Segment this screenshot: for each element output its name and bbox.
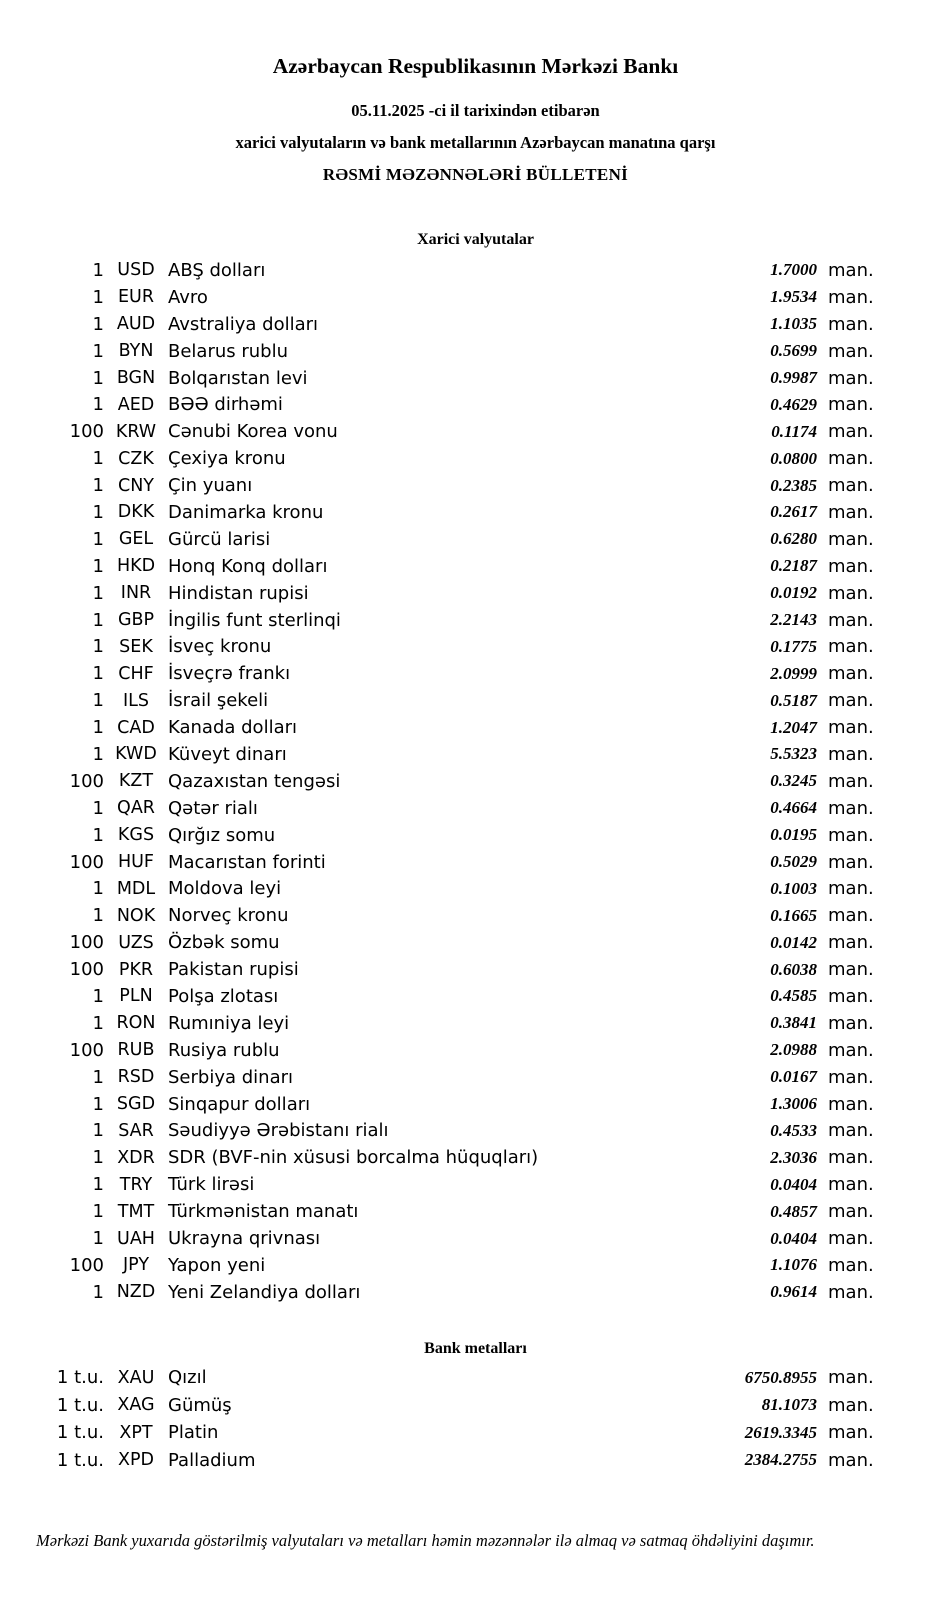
currency-code-cell: GEL (118, 529, 154, 550)
currency-name-cell: Qazaxıstan tengəsi (168, 770, 341, 792)
currency-name-cell: ABŞ dolları (168, 259, 266, 281)
quantity-cell: 1 (92, 313, 104, 335)
quantity-cell: 1 (92, 286, 104, 308)
rate-value-cell: 0.4533 (770, 1120, 817, 1140)
currency-code-cell: CHF (118, 663, 154, 684)
unit-cell: man. (828, 286, 874, 308)
unit-cell: man. (828, 985, 874, 1007)
currency-row (0, 822, 951, 849)
unit-cell: man. (828, 770, 874, 792)
quantity-cell: 1 t.u. (56, 1422, 104, 1444)
quantity-cell: 1 (92, 528, 104, 550)
currency-code-cell: EUR (117, 287, 155, 308)
currency-row (0, 445, 951, 472)
quantity-cell: 1 (92, 1201, 104, 1223)
currency-name-cell: Serbiya dinarı (168, 1066, 293, 1088)
currency-row (0, 311, 951, 338)
rate-value-cell: 0.1003 (770, 878, 817, 898)
unit-cell: man. (828, 1093, 874, 1115)
currency-name-cell: İsveçrə frankı (168, 663, 291, 685)
metal-row (0, 1392, 951, 1420)
unit-cell: man. (828, 690, 874, 712)
currency-name-cell: İngilis funt sterlinqi (168, 609, 341, 631)
subtitle-line: xarici valyutaların və bank metallarının Azərbaycan manatına qarşı (235, 133, 716, 152)
currency-row (0, 660, 951, 687)
quantity-cell: 1 (92, 1228, 104, 1249)
unit-cell: man. (828, 717, 874, 739)
unit-cell: man. (828, 1066, 874, 1088)
unit-cell: man. (828, 1254, 874, 1276)
rate-value-cell: 2619.3345 (744, 1422, 817, 1442)
currency-row (0, 983, 951, 1010)
rate-value-cell: 2.0988 (770, 1040, 817, 1060)
rate-value-cell: 1.2047 (770, 717, 817, 737)
currency-code-cell: TMT (117, 1201, 155, 1222)
currency-code-cell: KGS (117, 825, 155, 846)
currency-row (0, 1171, 951, 1198)
currency-row (0, 526, 951, 553)
currency-name-cell: Yapon yeni (168, 1254, 266, 1276)
rate-value-cell: 0.2617 (770, 502, 817, 522)
quantity-cell: 1 (92, 690, 104, 712)
rate-value-cell: 0.0404 (770, 1174, 817, 1194)
currency-name-cell: Özbək somu (168, 932, 280, 954)
quantity-cell: 1 t.u. (56, 1367, 104, 1389)
currency-name-cell: Honq Konq dolları (168, 555, 328, 577)
currency-row (0, 902, 951, 929)
rate-value-cell: 0.0192 (770, 583, 817, 603)
currency-code-cell: XPD (117, 1450, 155, 1471)
currency-row (0, 1279, 951, 1306)
rate-value-cell: 0.3841 (770, 1013, 817, 1033)
currency-code-cell: RON (116, 1013, 156, 1034)
quantity-cell: 1 (92, 259, 104, 281)
currency-code-cell: SGD (116, 1094, 156, 1115)
unit-cell: man. (828, 1228, 874, 1249)
currency-code-cell: GBP (117, 610, 155, 631)
currency-code-cell: NOK (116, 905, 156, 926)
unit-cell: man. (828, 421, 874, 443)
unit-cell: man. (828, 1449, 874, 1471)
currency-row (0, 714, 951, 741)
quantity-cell: 1 t.u. (56, 1449, 104, 1471)
quantity-cell: 100 (69, 932, 104, 954)
rate-value-cell: 0.3245 (770, 771, 817, 791)
currency-row (0, 472, 951, 499)
currency-name-cell: Platin (168, 1422, 219, 1444)
quantity-cell: 1 (92, 824, 104, 846)
unit-cell: man. (828, 663, 874, 685)
quantity-cell: 100 (69, 421, 104, 443)
currency-name-cell: Səudiyyə Ərəbistanı rialı (168, 1120, 389, 1142)
rate-value-cell: 2384.2755 (744, 1450, 817, 1470)
currency-name-cell: Sinqapur dolları (168, 1093, 311, 1115)
currency-row (0, 1225, 951, 1252)
quantity-cell: 1 t.u. (56, 1394, 104, 1416)
currency-name-cell: Yeni Zelandiya dolları (168, 1281, 361, 1303)
rate-value-cell: 0.4629 (770, 394, 817, 414)
currency-row (0, 365, 951, 392)
unit-cell: man. (828, 340, 874, 362)
rate-value-cell: 1.7000 (770, 260, 817, 280)
bulletin-title: RƏSMİ MƏZƏNNƏLƏRİ BÜLLETENİ (322, 165, 629, 184)
currency-code-cell: XAU (117, 1367, 155, 1388)
unit-cell: man. (828, 528, 874, 550)
rate-value-cell: 1.3006 (770, 1094, 817, 1114)
unit-cell: man. (828, 636, 874, 658)
quantity-cell: 1 (92, 582, 104, 604)
currency-code-cell: CZK (118, 448, 154, 469)
currency-code-cell: TRY (119, 1174, 153, 1195)
quantity-cell: 1 (92, 394, 104, 416)
currency-code-cell: QAR (117, 798, 155, 819)
quantity-cell: 1 (92, 555, 104, 577)
unit-cell: man. (828, 259, 874, 281)
quantity-cell: 1 (92, 663, 104, 685)
currency-code-cell: DKK (117, 502, 155, 523)
rate-value-cell: 0.5187 (770, 690, 817, 710)
metal-row (0, 1419, 951, 1447)
currency-code-cell: CAD (117, 717, 155, 738)
rate-value-cell: 0.5699 (770, 341, 817, 361)
unit-cell: man. (828, 367, 874, 389)
currency-name-cell: Avstraliya dolları (168, 313, 319, 335)
rate-value-cell: 0.0142 (770, 932, 817, 952)
unit-cell: man. (828, 1012, 874, 1034)
currency-name-cell: Gürcü larisi (168, 528, 271, 550)
unit-cell: man. (828, 959, 874, 981)
unit-cell: man. (828, 905, 874, 927)
currency-name-cell: SDR (BVF-nin xüsusi borcalma hüquqları) (168, 1147, 539, 1169)
currency-row (0, 257, 951, 284)
currency-code-cell: BGN (116, 368, 156, 388)
currency-code-cell: KRW (115, 421, 157, 442)
currency-code-cell: PKR (118, 959, 154, 980)
unit-cell: man. (828, 1120, 874, 1142)
currency-row (0, 956, 951, 983)
currency-row (0, 849, 951, 876)
currency-code-cell: ILS (122, 690, 150, 711)
bank-title: Azərbaycan Respublikasının Mərkəzi Bankı (272, 54, 679, 78)
unit-cell: man. (828, 1367, 874, 1389)
currency-row (0, 1037, 951, 1064)
rate-value-cell: 0.4857 (770, 1201, 817, 1221)
quantity-cell: 1 (92, 1147, 104, 1169)
unit-cell: man. (828, 1394, 874, 1416)
currency-code-cell: NZD (116, 1282, 156, 1303)
quantity-cell: 1 (92, 1012, 104, 1034)
rate-value-cell: 0.2385 (770, 475, 817, 495)
currency-code-cell: AED (117, 394, 155, 415)
currency-code-cell: USD (117, 260, 155, 281)
unit-cell: man. (828, 475, 874, 497)
currency-code-cell: RSD (117, 1067, 155, 1088)
rate-value-cell: 0.5029 (770, 852, 817, 872)
currency-name-cell: Hindistan rupisi (168, 582, 309, 604)
unit-cell: man. (828, 448, 874, 470)
quantity-cell: 1 (92, 501, 104, 523)
unit-cell: man. (828, 824, 874, 846)
quantity-cell: 1 (92, 1066, 104, 1088)
rate-value-cell: 0.4585 (770, 986, 817, 1006)
unit-cell: man. (828, 1281, 874, 1303)
currency-name-cell: Qətər rialı (168, 797, 258, 819)
currency-code-cell: MDL (116, 878, 156, 899)
currency-name-cell: Türkmənistan manatı (168, 1201, 359, 1223)
currency-row (0, 553, 951, 580)
quantity-cell: 100 (69, 770, 104, 792)
rate-value-cell: 2.3036 (770, 1147, 817, 1167)
rate-value-cell: 0.9987 (770, 368, 817, 387)
rate-value-cell: 1.1076 (770, 1255, 817, 1275)
currency-row (0, 768, 951, 795)
currency-name-cell: İsveç kronu (168, 636, 272, 658)
currency-code-cell: CNY (118, 475, 154, 496)
currency-name-cell: Belarus rublu (168, 340, 289, 362)
currency-name-cell: Çexiya kronu (168, 448, 286, 470)
currency-code-cell: SEK (119, 636, 153, 657)
currency-name-cell: Rumıniya leyi (168, 1012, 290, 1034)
obligation-footnote: Mərkəzi Bank yuxarıda göstərilmiş valyutaları və metalları həmin məzənnələr ilə almaq və satmaq öhdəliyini daşımır. (36, 1531, 815, 1550)
currency-name-cell: Kanada dolları (168, 717, 298, 739)
quantity-cell: 100 (69, 959, 104, 981)
currency-name-cell: İsrail şekeli (168, 690, 269, 712)
currency-name-cell: Norveç kronu (168, 905, 289, 927)
currency-code-cell: AUD (116, 314, 156, 335)
currency-code-cell: UAH (117, 1228, 155, 1249)
currency-row (0, 875, 951, 902)
rate-value-cell: 1.9534 (770, 287, 817, 307)
currency-name-cell: BƏƏ dirhəmi (168, 394, 283, 416)
unit-cell: man. (828, 1422, 874, 1444)
currency-code-cell: JPY (122, 1255, 150, 1276)
currency-code-cell: BYN (118, 341, 154, 362)
rate-value-cell: 2.0999 (770, 663, 817, 683)
rate-value-cell: 0.6038 (770, 959, 817, 979)
currency-row (0, 1091, 951, 1118)
currency-name-cell: Polşa zlotası (168, 985, 279, 1007)
currency-row (0, 418, 951, 445)
currency-row (0, 795, 951, 822)
currency-row (0, 1010, 951, 1037)
rate-value-cell: 0.0195 (770, 825, 817, 845)
currency-name-cell: Danimarka kronu (168, 501, 324, 523)
currency-row (0, 1144, 951, 1171)
quantity-cell: 1 (92, 1120, 104, 1142)
currency-name-cell: Macarıstan forinti (168, 851, 326, 873)
rate-value-cell: 0.4664 (770, 798, 817, 818)
currency-row (0, 1252, 951, 1279)
quantity-cell: 100 (69, 1254, 104, 1276)
rate-value-cell: 0.2187 (770, 556, 817, 576)
quantity-cell: 1 (92, 743, 104, 765)
currency-code-cell: XDR (117, 1147, 155, 1168)
quantity-cell: 1 (92, 797, 104, 819)
rate-value-cell: 0.1174 (771, 421, 817, 441)
currency-name-cell: Moldova leyi (168, 878, 282, 900)
unit-cell: man. (828, 932, 874, 954)
quantity-cell: 1 (92, 609, 104, 631)
currency-row (0, 391, 951, 418)
unit-cell: man. (828, 1174, 874, 1196)
currency-name-cell: Qızıl (168, 1367, 207, 1389)
unit-cell: man. (828, 313, 874, 335)
rate-value-cell: 0.1665 (770, 905, 817, 925)
quantity-cell: 1 (92, 636, 104, 658)
currency-code-cell: HUF (117, 852, 155, 873)
metal-row (0, 1447, 951, 1475)
rate-value-cell: 0.0404 (770, 1228, 817, 1248)
quantity-cell: 100 (69, 851, 104, 873)
bank-metals-heading: Bank metalları (424, 1340, 527, 1357)
bank-metals-table (0, 1364, 951, 1474)
unit-cell: man. (828, 1039, 874, 1061)
quantity-cell: 1 (92, 1281, 104, 1303)
quantity-cell: 1 (92, 340, 104, 362)
currency-name-cell: Cənubi Korea vonu (168, 421, 338, 443)
quantity-cell: 1 (92, 1093, 104, 1115)
currency-code-cell: KWD (115, 744, 157, 765)
currency-code-cell: PLN (119, 986, 153, 1007)
rate-value-cell: 0.0800 (770, 448, 817, 468)
rate-value-cell: 5.5323 (770, 744, 817, 764)
rate-value-cell: 0.6280 (770, 529, 817, 549)
effective-date-line: 05.11.2025 -ci il tarixindən etibarən (351, 101, 600, 120)
unit-cell: man. (828, 582, 874, 604)
currency-name-cell: Qırğız somu (168, 824, 276, 846)
currency-code-cell: INR (120, 583, 152, 604)
currency-row (0, 687, 951, 714)
metal-row (0, 1364, 951, 1392)
rate-value-cell: 6750.8955 (744, 1367, 817, 1387)
currency-row (0, 1118, 951, 1145)
currency-name-cell: Küveyt dinarı (168, 743, 287, 765)
currency-code-cell: HKD (116, 556, 156, 577)
currency-row (0, 499, 951, 526)
quantity-cell: 1 (92, 1174, 104, 1196)
unit-cell: man. (828, 743, 874, 765)
currency-code-cell: KZT (118, 771, 154, 792)
quantity-cell: 1 (92, 985, 104, 1007)
currency-name-cell: Çin yuanı (168, 475, 253, 497)
currency-name-cell: Ukrayna qrivnası (168, 1228, 321, 1249)
currency-code-cell: RUB (117, 1040, 155, 1061)
currency-row (0, 1198, 951, 1225)
unit-cell: man. (828, 797, 874, 819)
unit-cell: man. (828, 501, 874, 523)
currency-name-cell: Gümüş (168, 1394, 232, 1416)
quantity-cell: 1 (92, 448, 104, 470)
unit-cell: man. (828, 1147, 874, 1169)
rate-value-cell: 2.2143 (770, 610, 817, 630)
unit-cell: man. (828, 851, 874, 873)
unit-cell: man. (828, 878, 874, 900)
currency-code-cell: UZS (118, 932, 154, 953)
currency-row (0, 338, 951, 365)
currency-code-cell: XAG (117, 1395, 155, 1416)
currency-code-cell: XPT (119, 1422, 153, 1443)
currency-row (0, 580, 951, 607)
currency-name-cell: Türk lirəsi (168, 1174, 255, 1196)
currency-row (0, 1064, 951, 1091)
quantity-cell: 1 (92, 717, 104, 739)
rate-value-cell: 0.1775 (770, 636, 817, 656)
currency-name-cell: Palladium (168, 1449, 256, 1471)
currency-name-cell: Pakistan rupisi (168, 959, 299, 981)
currency-row (0, 633, 951, 660)
currency-name-cell: Bolqarıstan levi (168, 367, 308, 389)
currency-code-cell: SAR (118, 1120, 154, 1141)
currency-row (0, 741, 951, 768)
quantity-cell: 1 (92, 367, 104, 389)
currency-name-cell: Rusiya rublu (168, 1039, 280, 1061)
foreign-currencies-heading: Xarici valyutalar (417, 231, 534, 248)
unit-cell: man. (828, 1201, 874, 1223)
currency-row (0, 284, 951, 311)
quantity-cell: 1 (92, 905, 104, 927)
unit-cell: man. (828, 609, 874, 631)
currency-name-cell: Avro (168, 286, 208, 308)
quantity-cell: 1 (92, 475, 104, 497)
quantity-cell: 1 (92, 878, 104, 900)
rate-value-cell: 1.1035 (770, 314, 817, 334)
rate-value-cell: 81.1073 (761, 1395, 817, 1415)
unit-cell: man. (828, 394, 874, 416)
unit-cell: man. (828, 555, 874, 577)
quantity-cell: 100 (69, 1039, 104, 1061)
currency-row (0, 607, 951, 634)
rate-value-cell: 0.0167 (770, 1067, 817, 1087)
currency-row (0, 929, 951, 956)
rate-value-cell: 0.9614 (770, 1282, 817, 1302)
foreign-currencies-table (0, 257, 951, 1306)
